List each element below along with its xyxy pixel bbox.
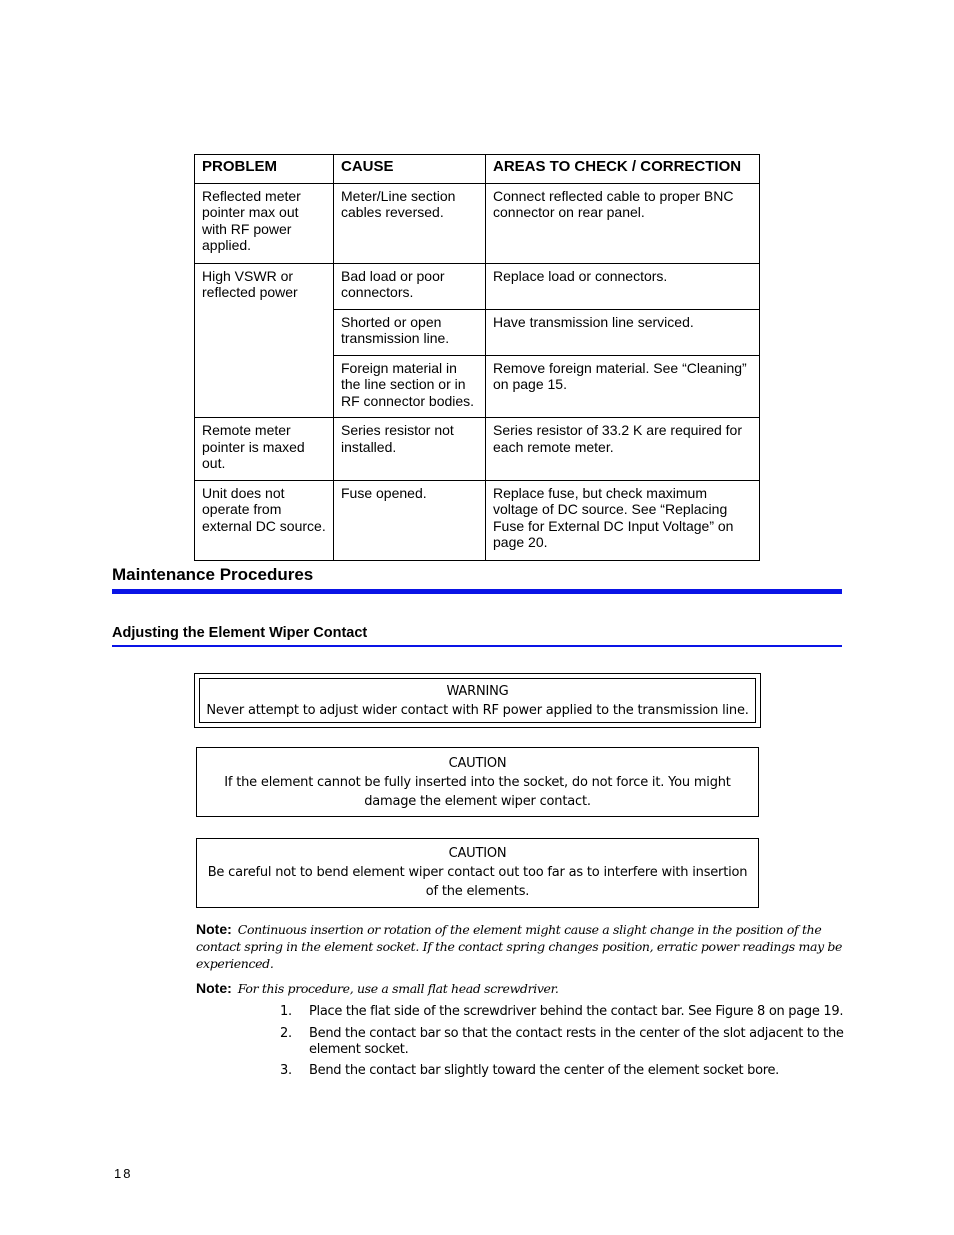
section-title-rule [112,589,842,594]
section-title: Maintenance Procedures [112,565,314,584]
page-number: 18 [114,1166,133,1181]
subsection-title-rule [112,645,842,647]
problem-cell: Reflected meter pointer max out with RF power applied. [195,183,334,263]
warning-title: WARNING [446,684,509,699]
column-header-problem: PROBLEM [195,155,334,184]
column-header-correction: AREAS TO CHECK / CORRECTION [486,155,760,184]
cause-cell: Series resistor not installed. [334,418,486,481]
caution-text-1: If the element cannot be fully inserted into the socket, do not force it. You might damage the element wiper contact. [224,775,731,809]
table-header-row [195,155,760,184]
correction-cell: Series resistor of 33.2 K are required for each remote meter. [486,418,760,481]
table-row [195,263,760,309]
table-row [195,480,760,560]
note-label: Note: [196,980,232,996]
correction-cell: Replace fuse, but check maximum voltage of DC source. See “Replacing Fuse for External DC Input Voltage” on page 20. [486,480,760,560]
caution-title-1: CAUTION [448,756,507,771]
caution-title-2: CAUTION [448,846,507,861]
step-number: 1. [280,1004,292,1019]
warning-box [194,673,761,728]
correction-cell: Replace load or connectors. [486,263,760,309]
step-number: 3. [280,1063,292,1078]
note-text: For this procedure, use a small flat head screwdriver. [237,981,559,996]
note-2 [196,980,846,997]
table-row [195,418,760,481]
cause-cell: Meter/Line section cables reversed. [334,183,486,263]
correction-cell: Have transmission line serviced. [486,309,760,355]
step-text: Bend the contact bar so that the contact rests in the center of the slot adjacent to the element socket. [309,1026,844,1057]
cause-cell: Shorted or open transmission line. [334,309,486,355]
correction-cell: Connect reflected cable to proper BNC connector on rear panel. [486,183,760,263]
caution-box-1 [196,747,759,817]
note-label: Note: [196,921,232,937]
problem-cell: Unit does not operate from external DC source. [195,480,334,560]
step-number: 2. [280,1026,292,1041]
warning-text: Never attempt to adjust wider contact with RF power applied to the transmission line. [206,703,749,718]
problem-cell: High VSWR or reflected power [195,263,334,418]
subsection-title: Adjusting the Element Wiper Contact [112,625,368,641]
caution-text-2: Be careful not to bend element wiper contact out too far as to interfere with insertion of the elements. [207,865,748,899]
cause-cell: Fuse opened. [334,480,486,560]
problem-cell: Remote meter pointer is maxed out. [195,418,334,481]
note-text: Continuous insertion or rotation of the element might cause a slight change in the position of the contact spring in the element socket. If the contact spring changes position, erratic power readings may be experienced. [196,922,843,971]
caution-box-2 [196,838,759,908]
correction-cell: Remove foreign material. See “Cleaning” on page 15. [486,355,760,418]
step-text: Place the flat side of the screwdriver behind the contact bar. See Figure 8 on page 19. [309,1004,844,1019]
troubleshooting-table [194,154,760,561]
cause-cell: Foreign material in the line section or in RF connector bodies. [334,355,486,418]
step-text: Bend the contact bar slightly toward the center of the element socket bore. [309,1063,780,1078]
warning-box-inner [199,678,756,723]
cause-cell: Bad load or poor connectors. [334,263,486,309]
note-1 [196,921,846,972]
table-row [195,183,760,263]
column-header-cause: CAUSE [334,155,486,184]
